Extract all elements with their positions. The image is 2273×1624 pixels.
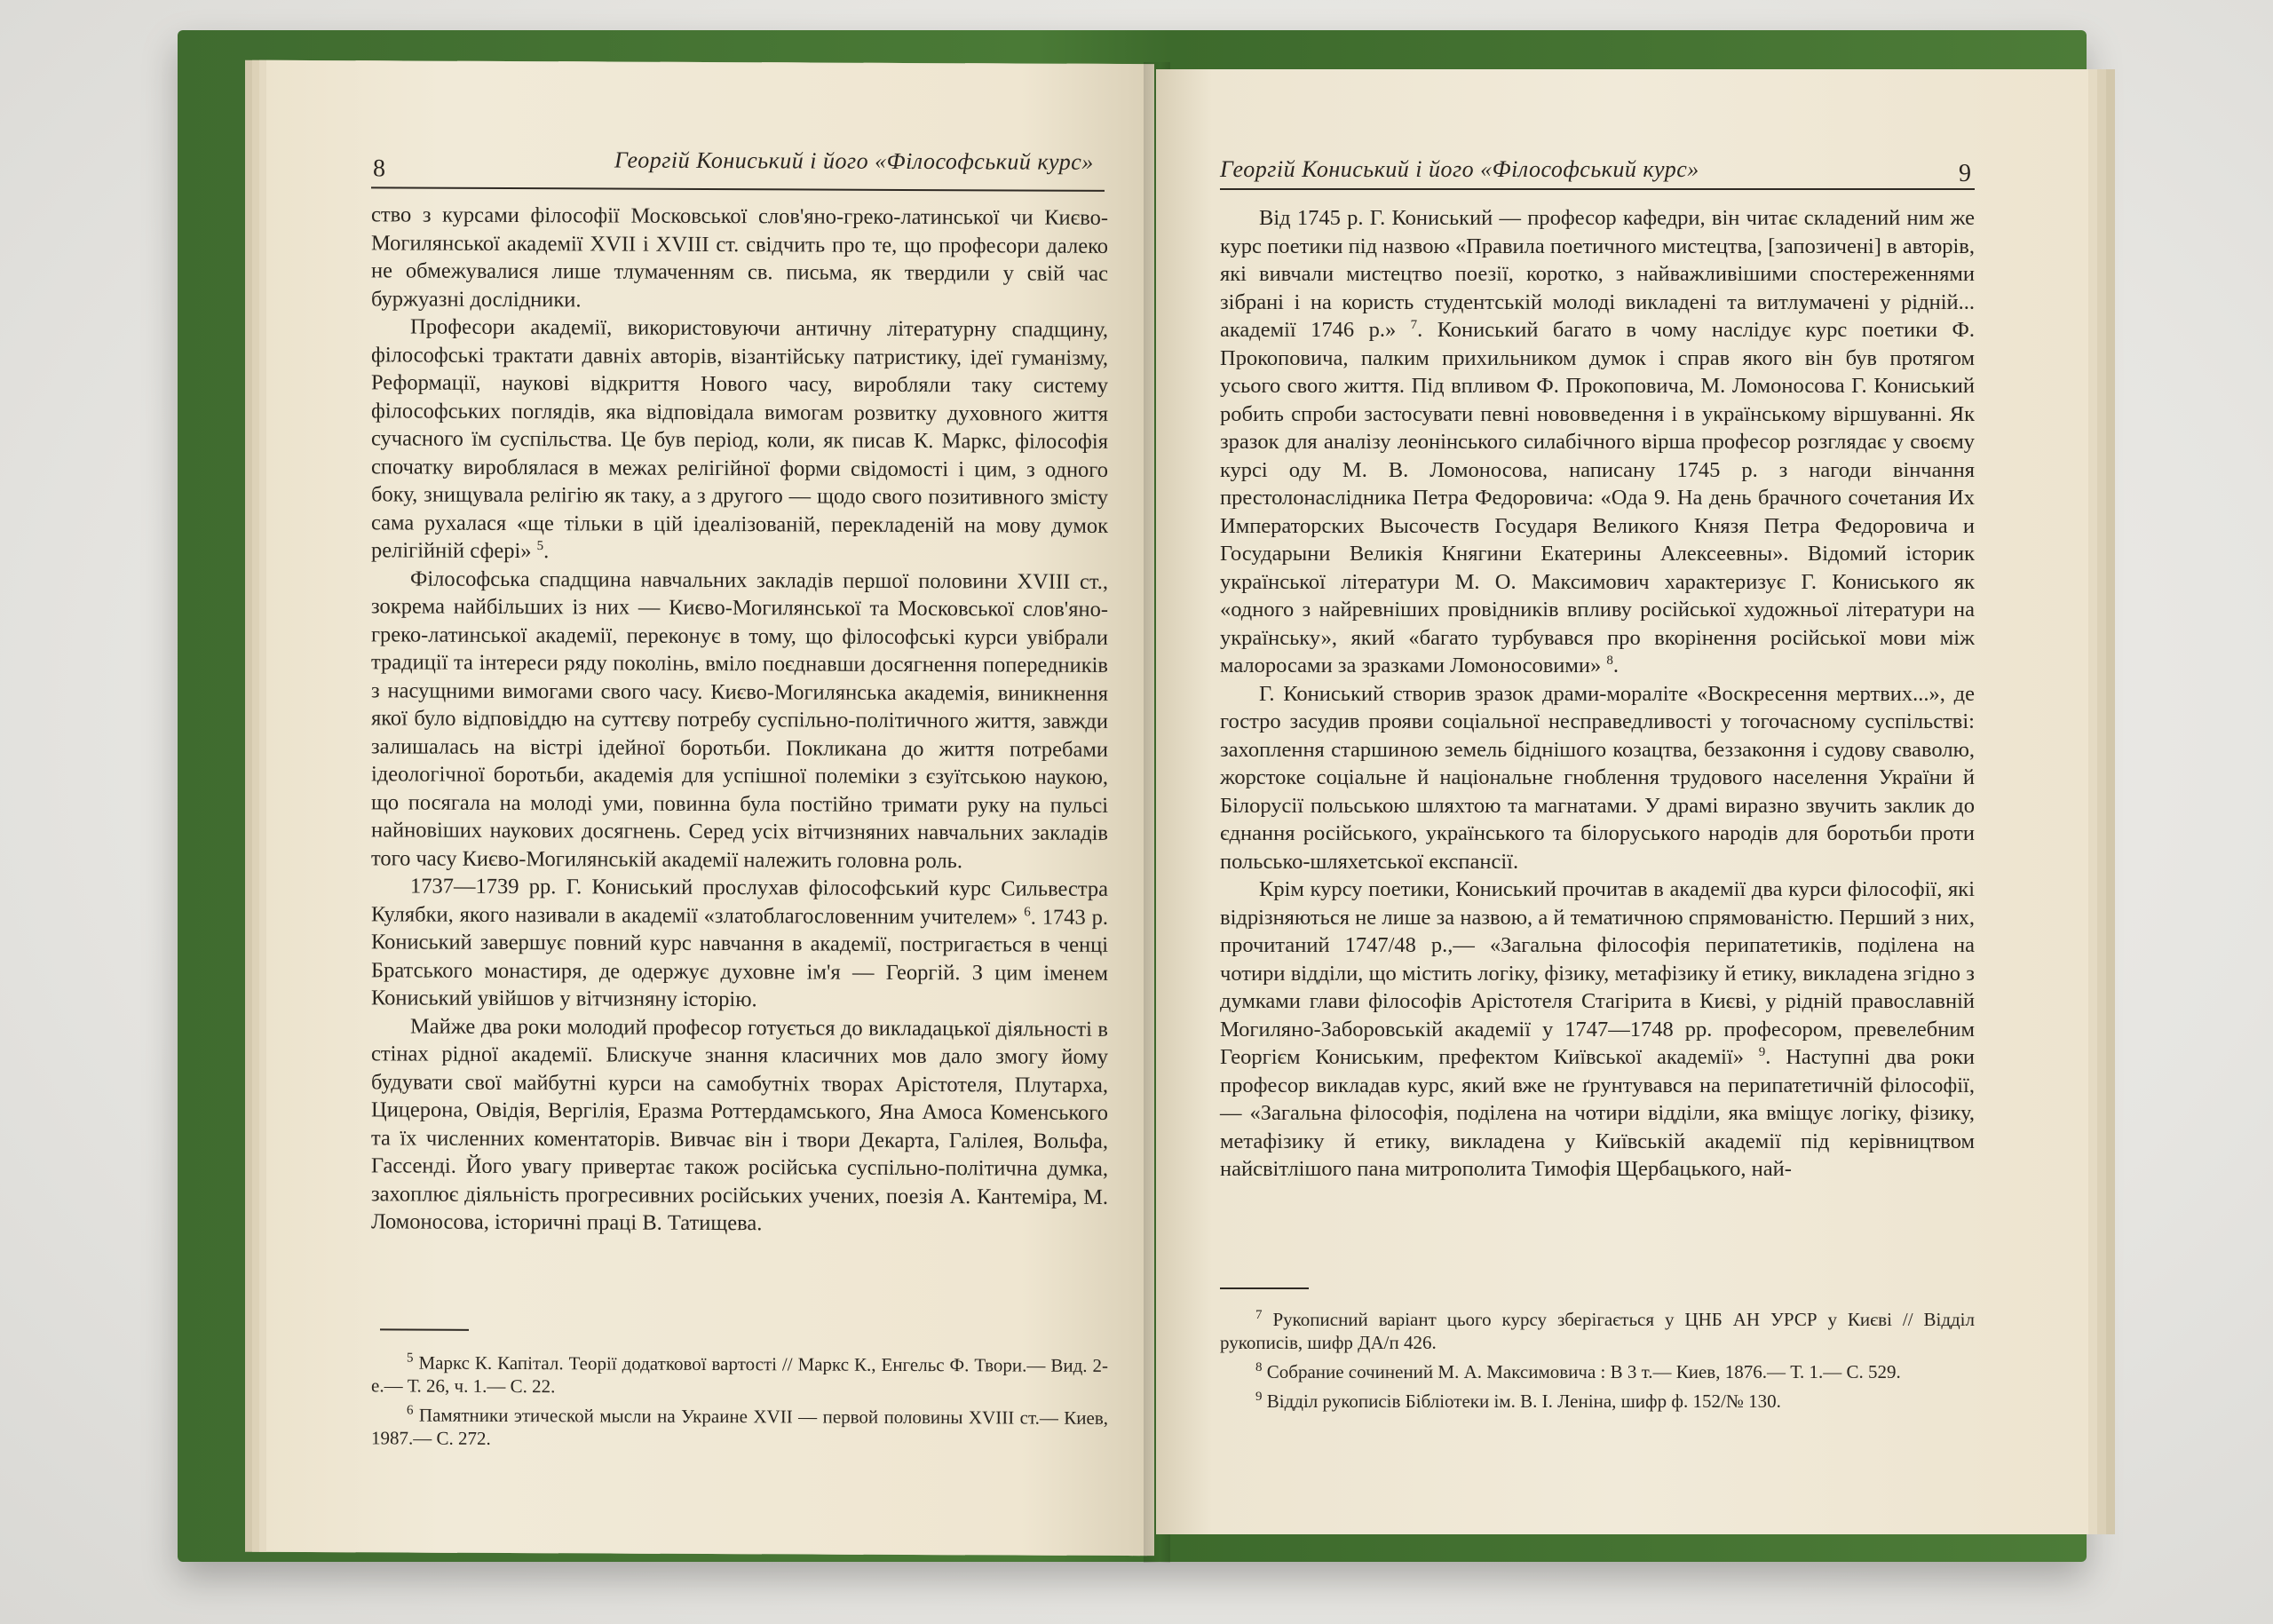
left-paragraph: Філософська спадщина навчальних закладів першої половини XVIII ст., зокрема найбільших із них — Києво-Могилянської та Московської слов'яно-греко-латинської академії, переконує в тому, що філософські курси увібрали традиції та інтереси ряду поколінь, вміло поєднавши досягнення попередників з насущними вимогами свого часу. Києво-Могилянська академія, виникнення якої було відповіддю на суттєву потребу суспільно-політичного життя, завжди залишалась на вістрі ідейної боротьби. Покликана до життя потребами ідеологічної боротьби, академія для успішної полеміки з єзуїтською наукою, що посягала на молоді уми, повинна була постійно тримати руку на пульсі найновіших наукових досягнень. Серед усіх вітчизняних навчальних закладів того часу Києво-Могилянській академії належить головна роль. bbox=[371, 566, 1108, 873]
left-paragraph: ство з курсами філософії Московської слов'яно-греко-латинської чи Києво-Могилянської академії XVII і XVIII ст. свідчить про те, що професори далеко не обмежувалися лише тлумаченням св. письма, як твердили у свій час буржуазні дослідники. bbox=[371, 202, 1108, 312]
left-body-text bbox=[371, 201, 1108, 1239]
footnote: $^5$ Маркс К. Капітал. Теорії додаткової вартості // Маркс К., Енгельс Ф. Твори.— Вид. 2-е.— Т. 26, ч. 1.— С. 22. bbox=[371, 1351, 1108, 1398]
right-paragraph: Від 1745 р. Г. Кониський — професор кафедри, він читає складений ним же курс поетики під назвою «Правила поетичного мистецтва, [запозичені] в авторів, які вивчали мистецтво поезії, коротко, з найважливішими спостереженнями зібрані і на користь студентській молоді викладені та витлумачені у рідній... академії 1746 р.» $^7$. Кониський багато в чому наслідує курс поетики Ф. Прокоповича, палким прихильником думок і справ якого він був протягом усього свого життя. Під впливом Ф. Прокоповича, М. Ломоносова Г. Кониський робить спроби застосувати певні нововведення і в українському віршуванні. Як зразок для аналізу леонінського силабічного вірша професор розглядає у своєму курсі оду М. В. Ломоносова, написану 1745 р. з нагоди вінчання престолонаслідника Петра Федоровича: «Ода 9. На день брачного сочетания Их Императорских Высочеств Государя Великого Князя Петра Федоровича и Государыни Великія Княгини Екатерины Алексеевны». Відомий історик української літератури М. О. Максимович характеризує Г. Кониського як «одного з найревніших провідників впливу російської художньої літератури на українську», який «багато турбувався про вкорінення російської мови між малоросами за зразками Ломоносовими» $^8$. bbox=[1220, 206, 1975, 677]
left-paragraph: 1737—1739 рр. Г. Кониський прослухав філософський курс Сильвестра Кулябки, якого називали в академії «златоблагословенним учителем» $^6$. 1743 р. Кониський завершує повний курс навчання в академії, постригається в ченці Братського монастиря, де одержує духовне ім'я — Георгій. З цим іменем Кониський увійшов у вітчизняну історію. bbox=[371, 874, 1109, 1012]
right-head-rule bbox=[1220, 188, 1975, 190]
left-paragraph: Професори академії, використовуючи античну літературну спадщину, філософські трактати давніх авторів, візантійську патристику, ідеї гуманізму, Реформації, наукові відкриття Нового часу, виробляли таку систему філософських поглядів, яка відповідала вимогам розвитку духовного життя сучасного їм суспільства. Це був період, коли, як писав К. Маркс, філософія спочатку вироблялася в межах релігійної форми свідомості і цим, з одного боку, знищувала релігію як таку, а з другого — щодо свого позитивного змісту сама рухалася «ще тільки в цій ідеалізованій, перекладеній на мову думок релігійній сфері» $^5$. bbox=[371, 314, 1108, 564]
right-paragraph: Г. Кониський створив зразок драми-мораліте «Воскресення мертвих...», де гостро засудив прояви соціальної несправедливості у тогочасному суспільстві: захоплення старшиною земель біднішого козацтва, беззаконня і судову сваволю, жорстоке соціальне й національне гноблення трудового населення України й Білорусії польською шляхтою та магнатами. У драмі виразно звучить заклик до єднання російського, українського та білоруського народів для боротьби проти польсько-шляхетської експансії. bbox=[1220, 681, 1975, 874]
footnote: $^6$ Памятники этической мысли на Украине XVII — первой половины XVIII ст.— Киев, 1987.— С. 272. bbox=[371, 1403, 1108, 1449]
right-footnotes bbox=[1220, 1303, 1975, 1414]
right-footnote-rule bbox=[1220, 1287, 1309, 1289]
left-footnotes bbox=[371, 1346, 1108, 1454]
left-page-number: 8 bbox=[373, 154, 385, 183]
left-head-rule bbox=[371, 186, 1105, 192]
footnote: $^9$ Відділ рукописів Бібліотеки ім. В. І. Леніна, шифр ф. 152/№ 130. bbox=[1255, 1390, 1781, 1412]
right-page-number: 9 bbox=[1959, 160, 1971, 187]
footnote: $^7$ Рукописний варіант цього курсу зберігається у ЦНБ АН УРСР у Києві // Відділ рукописів, шифр ДА/п 426. bbox=[1220, 1308, 1975, 1353]
left-footnote-rule bbox=[380, 1328, 469, 1330]
left-paragraph: Майже два роки молодий професор готується до викладацької діяльності в стінах рідної академії. Блискуче знання класичних мов дало змогу йому будувати свої майбутні курси на самобутніх творах Арістотеля, Плутарха, Цицерона, Овідія, Вергілія, Еразма Роттердамського, Яна Амоса Коменського та їх численних коментаторів. Вивчає він і твори Декарта, Галілея, Вольфа, Гассенді. Його увагу привертає також російська суспільно-політична думка, захоплює діяльність прогресивних російських учених, поезія А. Кантеміра, М. Ломоносова, історичні праці В. Татищева. bbox=[371, 1014, 1108, 1236]
left-running-head: Георгій Кониський і його «Філософський курс» bbox=[614, 147, 1094, 175]
right-page bbox=[1156, 69, 2088, 1534]
right-body-text bbox=[1220, 204, 1975, 1184]
right-paragraph: Крім курсу поетики, Кониський прочитав в академії два курси філософії, які відрізняються не лише за назвою, а й тематичною спрямованістю. Перший з них, прочитаний 1747/48 р.,— «Загальна філософія перипатетиків, поділена на чотири відділи, що містить логіку, фізику, метафізику й етику, викладена згідно з думками глави філософів Арістотеля Стагірита в Києві, у рідній православній Могиляно-Заборовській академії у 1747—1748 рр. професором, превелебним Георгієм Кониським, префектом Київської академії» $^9$. Наступні два роки професор викладав курс, який вже не ґрунтувався на перипатетичній філософії,— «Загальна філософія, поділена на чотири відділи, яка вміщує логіку, фізику, метафізику й етику, викладена у Київській академії під керівництвом найсвітлішого пана митрополита Тимофія Щербацького, най- bbox=[1220, 877, 1975, 1181]
footnote: $^8$ Собрание сочинений М. А. Максимовича : В 3 т.— Киев, 1876.— Т. 1.— С. 529. bbox=[1255, 1360, 1901, 1382]
left-page bbox=[266, 60, 1154, 1556]
right-running-head: Георгій Кониський і його «Філософський курс» bbox=[1220, 156, 1699, 182]
